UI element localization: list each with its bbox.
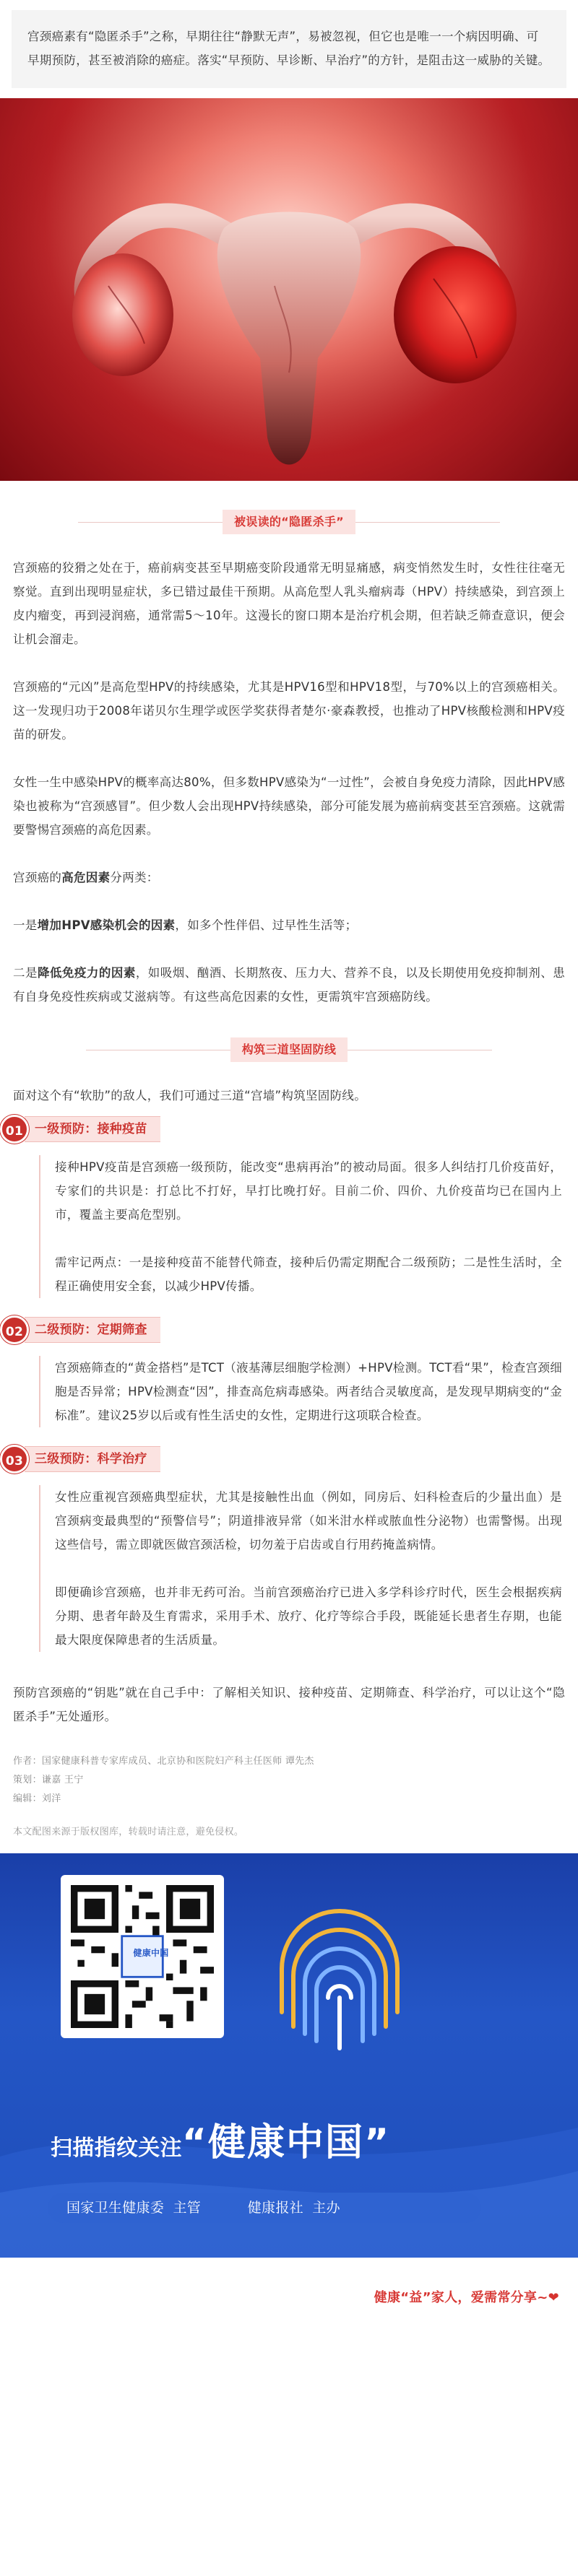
text-fragment: 分两类：	[110, 871, 159, 884]
uterus-illustration	[0, 98, 578, 481]
text-fragment: ，如吸烟、酗酒、长期熬夜、压力大、营养不良，以及长期使用免疫抑制剂、患有自身免疫性疾病或艾滋病等。有这些高危因素的女性，更需筑牢宫颈癌防线。	[13, 966, 565, 1004]
risk-factor-1	[0, 913, 578, 937]
prevention-item-3	[0, 1445, 568, 1652]
item-body	[39, 1485, 568, 1652]
paragraph: 女性应重视宫颈癌典型症状，尤其是接触性出血（例如，同房后、妇科检查后的少量出血）是宫颈病变最典型的“预警信号”；阴道排液异常（如米泔水样或脓血性分泌物）也需警惕。出现这些信号，需立即就医做宫颈活检，切勿羞于启齿或自行用药掩盖病情。	[55, 1490, 562, 1552]
scan-text: 扫描指纹关注	[51, 2136, 182, 2161]
qr-code[interactable]	[61, 1875, 224, 2038]
risk-factors-intro	[0, 866, 578, 889]
risk-factor-2	[0, 961, 578, 1009]
hero-illustration	[0, 98, 578, 481]
follow-banner	[0, 1853, 578, 2258]
section-title: 被误读的“隐匿杀手”	[223, 510, 355, 534]
section-heading-2	[0, 1037, 578, 1062]
paragraph: 接种HPV疫苗是宫颈癌一级预防，能改变“患病再治”的被动局面。很多人纠结打几价疫苗好，专家们的共识是：打总比不打好，早打比晚打好。目前二价、四价、九价疫苗均已在国内上市，覆盖主要高危型别。	[55, 1160, 562, 1222]
section-title: 构筑三道坚固防线	[230, 1037, 348, 1062]
paragraph: 需牢记两点：一是接种疫苗不能替代筛查，接种后仍需定期配合二级预防；二是性生活时，全程正确使用安全套，以减少HPV传播。	[55, 1256, 562, 1293]
closing-paragraph: 预防宫颈癌的“钥匙”就在自己手中：了解相关知识、接种疫苗、定期筛查、科学治疗，可以让这个“隐匿杀手”无处遁形。	[13, 1686, 565, 1723]
share-slogan: 健康“益”家人，爱需常分享~❤	[374, 2290, 559, 2305]
right-ovary-shape	[394, 246, 517, 383]
section-heading-1	[0, 510, 578, 534]
article	[0, 10, 578, 2320]
intro-box	[12, 10, 566, 88]
text-fragment: 二是	[13, 966, 38, 980]
item-number-badge: 03	[0, 1445, 29, 1474]
prevention-item-1	[0, 1115, 568, 1298]
text-fragment: 一是	[13, 918, 38, 932]
intro-text: 宫颈癌素有“隐匿杀手”之称，早期往往“静默无声”，易被忽视，但它也是唯一一个病因明确、可早期预防，甚至被消除的癌症。落实“早预防、早诊断、早治疗”的方针，是阻击这一威胁的关键。	[27, 30, 551, 67]
banner-title	[51, 2118, 390, 2174]
fingerprint-icon	[282, 1911, 397, 2048]
author-line: 作者：国家健康科普专家库成员、北京协和医院妇产科主任医师 谭先杰	[13, 1756, 314, 1767]
emphasis: 增加HPV感染机会的因素	[37, 918, 176, 932]
credits	[0, 1752, 578, 1809]
text-fragment: ，如多个性伴侣、过早性生活等；	[175, 918, 358, 932]
text-fragment: 宫颈癌的	[13, 871, 62, 884]
item-body	[39, 1155, 568, 1298]
paragraph: 面对这个有“软肋”的敌人，我们可通过三道“宫墙”构筑坚固防线。	[13, 1089, 366, 1102]
banner-organizers	[48, 2193, 481, 2223]
item-title: 二级预防：定期筛查	[25, 1317, 160, 1343]
brand-name: “健康中国”	[181, 2121, 391, 2164]
paragraph: 宫颈癌筛查的“黄金搭档”是TCT（液基薄层细胞学检测）+HPV检测。TCT看“果”，检查宫颈细胞是否异常；HPV检测查“因”，排查高危病毒感染。两者结合灵敏度高，是发现早期病变的“金标准”。建议25岁以后或有性生活史的女性，定期进行这项联合检查。	[55, 1361, 562, 1422]
item-header	[0, 1115, 568, 1144]
item-header	[0, 1315, 568, 1344]
item-header	[0, 1445, 568, 1474]
item-body	[39, 1356, 568, 1427]
paragraph: 即便确诊宫颈癌，也并非无药可治。当前宫颈癌治疗已进入多学科诊疗时代，医生会根据疾病分期、患者年龄及生育需求，采用手术、放疗、化疗等综合手段，既能延长患者生存期，也能最大限度保障患者的生活质量。	[55, 1585, 562, 1647]
emphasis: 高危因素	[61, 871, 111, 884]
prevention-item-2	[0, 1315, 568, 1427]
editor-line: 编辑：刘洋	[13, 1793, 61, 1804]
item-title: 三级预防：科学治疗	[25, 1446, 160, 1472]
item-number-badge: 02	[0, 1315, 29, 1344]
paragraph: 宫颈癌的“元凶”是高危型HPV的持续感染，尤其是HPV16型和HPV18型，与70%以上的宫颈癌相关。这一发现归功于2008年诺贝尔生理学或医学奖获得者楚尔·豪森教授，也推动了HPV核酸检测和HPV疫苗的研发。	[13, 680, 565, 741]
organizer-1: 国家卫生健康委 主管	[66, 2200, 202, 2216]
left-ovary-shape	[72, 253, 173, 376]
item-number-badge: 01	[0, 1115, 29, 1144]
emphasis: 降低免疫力的因素	[37, 966, 136, 980]
copyright-notice: 本文配图来源于版权图库，转载时请注意，避免侵权。	[13, 1827, 244, 1837]
item-title: 一级预防：接种疫苗	[25, 1116, 160, 1142]
paragraph: 女性一生中感染HPV的概率高达80%，但多数HPV感染为“一过性”，会被自身免疫力清除，因此HPV感染也被称为“宫颈感冒”。但少数人会出现HPV持续感染，部分可能发展为癌前病变甚至宫颈癌。这就需要警惕宫颈癌的高危因素。	[13, 775, 565, 837]
organizer-2: 健康报社 主办	[247, 2200, 340, 2216]
planner-line: 策划：谦嘉 王宁	[13, 1775, 84, 1785]
qr-center-label: 健康中国	[133, 1948, 169, 1958]
paragraph: 宫颈癌的狡猾之处在于，癌前病变甚至早期癌变阶段通常无明显痛感，病变悄然发生时，女性往往毫无察觉。直到出现明显症状，多已错过最佳干预期。从高危型人乳头瘤病毒（HPV）持续感染，到宫颈上皮内瘤变，再到浸润癌，通常需5～10年。这漫长的窗口期本是治疗机会期，但若缺乏筛查意识，便会让机会溜走。	[13, 561, 565, 646]
